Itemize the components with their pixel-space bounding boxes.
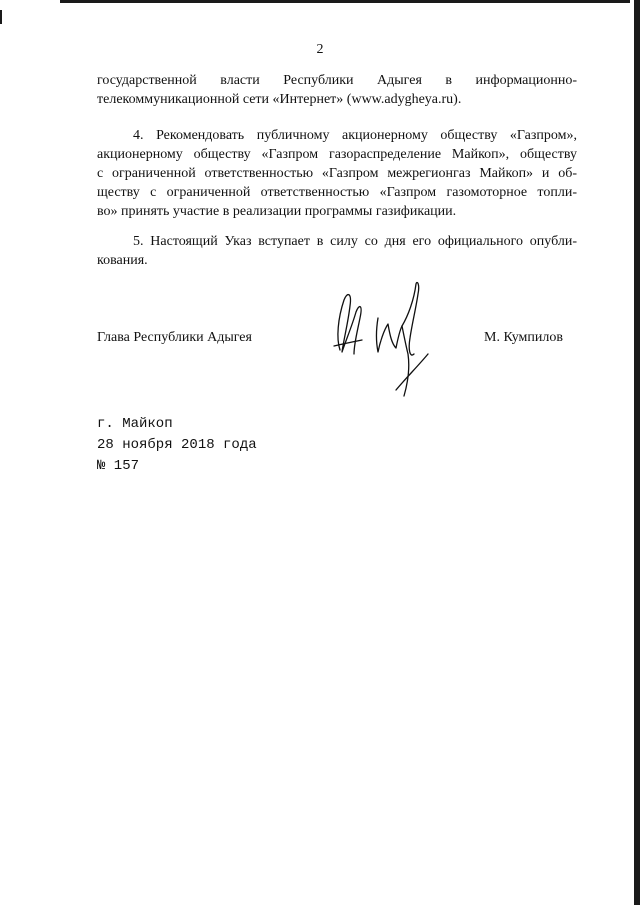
issue-city: г. Майкоп: [97, 416, 173, 432]
issue-date: 28 ноября 2018 года: [97, 437, 257, 453]
page-number: 2: [316, 42, 324, 57]
decree-number: № 157: [97, 458, 140, 474]
text-line: во» принять участие в реализации программы газификации.: [97, 204, 457, 219]
paragraph-4: [97, 126, 577, 221]
text-line: 5. Настоящий Указ вступает в силу со дня его официального опубли-: [133, 234, 577, 249]
text-line: кования.: [97, 253, 148, 268]
text-line: телекоммуникационной сети «Интернет» (www.adygheya.ru).: [97, 92, 462, 107]
scan-mark-left: [0, 10, 2, 24]
text-line: 4. Рекомендовать публичному акционерному обществу «Газпром»,: [133, 128, 577, 143]
signer-position-title: Глава Республики Адыгея: [97, 330, 252, 345]
scan-edge-top: [60, 0, 630, 3]
text-line: с ограниченной ответственностью «Газпром межрегионгаз Майкоп» и об-: [97, 166, 577, 181]
scan-edge-right: [634, 0, 640, 905]
text-line: ществу с ограниченной ответственностью «Газпром газомоторное топли-: [97, 185, 577, 200]
paragraph-intro: [97, 71, 577, 109]
handwritten-signature: [330, 278, 450, 403]
paragraph-5: [97, 232, 577, 270]
text-line: акционерному обществу «Газпром газораспределение Майкоп», обществу: [97, 147, 577, 162]
document-footer: [97, 414, 257, 477]
signer-name: М. Кумпилов: [484, 330, 563, 345]
text-line: государственной власти Республики Адыгея в информационно-: [97, 73, 577, 88]
